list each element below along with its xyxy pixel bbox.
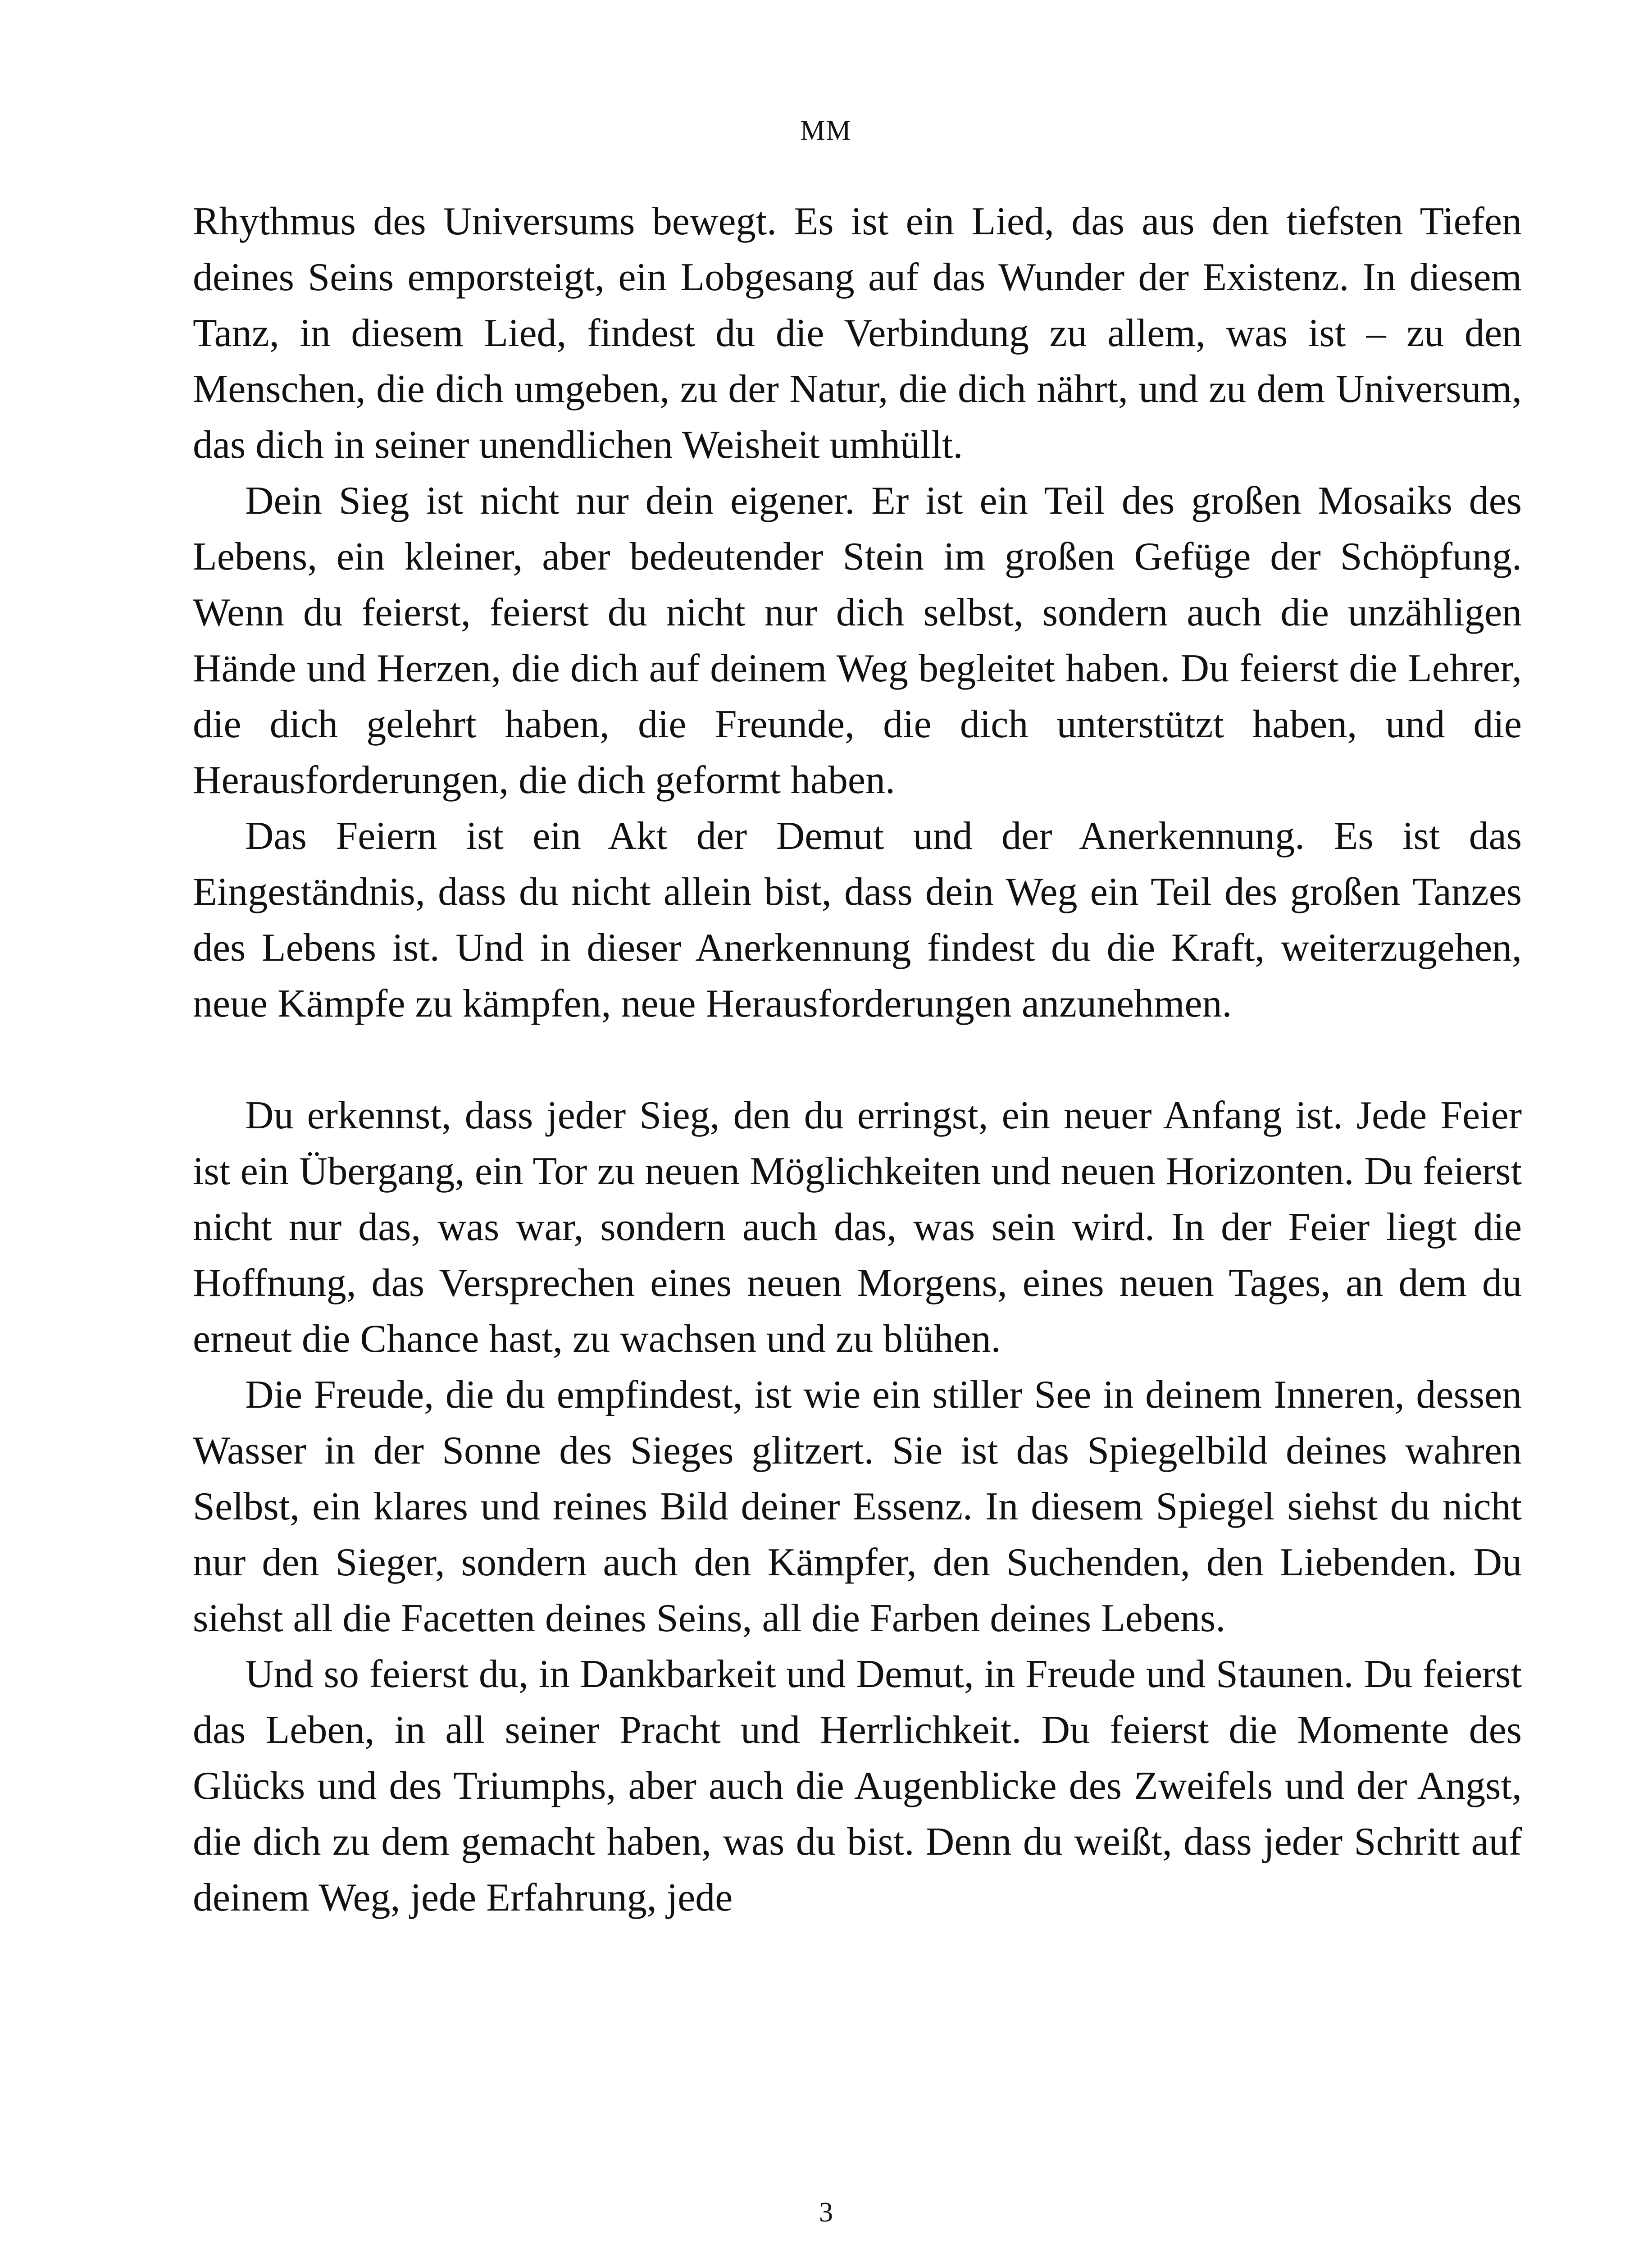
- section-break: [193, 1032, 1522, 1088]
- paragraph: Und so feierst du, in Dankbarkeit und Demut, in Freude und Staunen. Du feierst das Leben, in all seiner Pracht und Herrlichkeit. Du feierst die Momente des Glücks und des Triumphs, aber auch die Augenblicke des Zweifels und der Angst, die dich zu dem gemacht haben, was du bist. Denn du weißt, dass jeder Schritt auf deinem Weg, jede Erfahrung, jede: [193, 1652, 1522, 1920]
- body-text: [193, 194, 1522, 1926]
- page-number: 3: [819, 2197, 833, 2228]
- paragraph: Das Feiern ist ein Akt der Demut und der Anerkennung. Es ist das Eingeständnis, dass du nicht allein bist, dass dein Weg ein Teil des großen Tanzes des Lebens ist. Und in dieser Anerkennung findest du die Kraft, weiterzugehen, neue Kämpfe zu kämpfen, neue Herausforderungen anzunehmen.: [193, 814, 1522, 1026]
- paragraph: Die Freude, die du empfindest, ist wie ein stiller See in deinem Inneren, dessen Wasser in der Sonne des Sieges glitzert. Sie ist das Spiegelbild deines wahren Selbst, ein klares und reines Bild deiner Essenz. In diesem Spiegel siehst du nicht nur den Sieger, sondern auch den Kämpfer, den Suchenden, den Liebenden. Du siehst all die Facetten deines Seins, all die Farben deines Lebens.: [193, 1373, 1522, 1640]
- running-header: MM: [800, 115, 852, 146]
- paragraph: Du erkennst, dass jeder Sieg, den du erringst, ein neuer Anfang ist. Jede Feier ist ein Übergang, ein Tor zu neuen Möglichkeiten und neuen Horizonten. Du feierst nicht nur das, was war, sondern auch das, was sein wird. In der Feier liegt die Hoffnung, das Versprechen eines neuen Morgens, eines neuen Tages, an dem du erneut die Chance hast, zu wachsen und zu blühen.: [193, 1094, 1522, 1361]
- paragraph-continuation: Rhythmus des Universums bewegt. Es ist ein Lied, das aus den tiefsten Tiefen deines Seins emporsteigt, ein Lobgesang auf das Wunder der Existenz. In diesem Tanz, in diesem Lied, findest du die Verbindung zu allem, was ist – zu den Menschen, die dich umgeben, zu der Natur, die dich nährt, und zu dem Universum, das dich in seiner unendlichen Weisheit umhüllt.: [193, 200, 1522, 467]
- paragraph: Dein Sieg ist nicht nur dein eigener. Er ist ein Teil des großen Mosaiks des Lebens, ein kleiner, aber bedeutender Stein im großen Gefüge der Schöpfung. Wenn du feierst, feierst du nicht nur dich selbst, sondern auch die unzähligen Hände und Herzen, die dich auf deinem Weg begleitet haben. Du feierst die Lehrer, die dich gelehrt haben, die Freunde, die dich unterstützt haben, und die Herausforderungen, die dich geformt haben.: [193, 479, 1522, 802]
